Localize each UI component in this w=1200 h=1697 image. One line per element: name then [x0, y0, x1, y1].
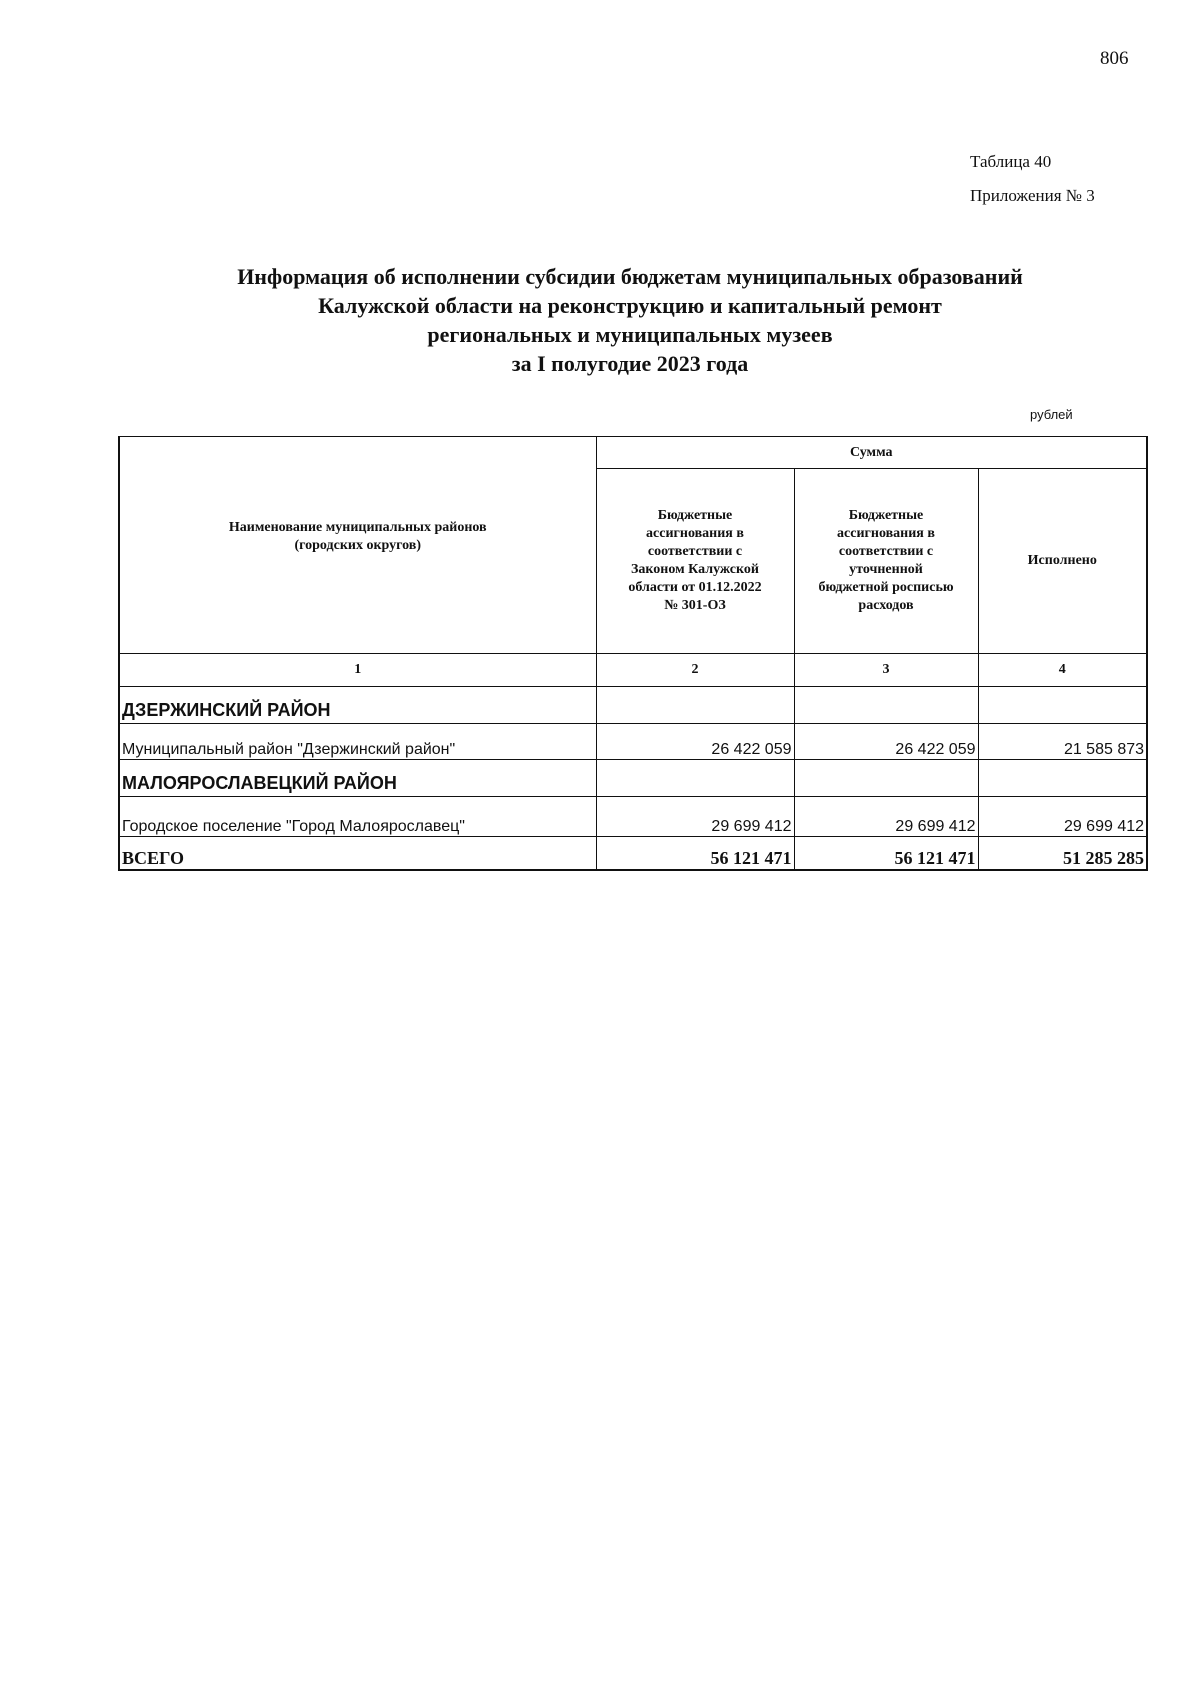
- empty-cell: [596, 687, 794, 724]
- table-row: [119, 724, 1147, 760]
- empty-cell: [596, 760, 794, 797]
- row-value-executed: 29 699 412: [978, 797, 1147, 837]
- empty-cell: [978, 760, 1147, 797]
- empty-cell: [794, 687, 978, 724]
- row-value-law: 29 699 412: [596, 797, 794, 837]
- title-line-2: Калужской области на реконструкцию и капитальный ремонт: [318, 293, 942, 318]
- row-value-law: 26 422 059: [596, 724, 794, 760]
- header-col-law-allocations: Бюджетные ассигнования в соответствии с Законом Калужской области от 01.12.2022 № 301-ОЗ: [596, 469, 794, 654]
- empty-cell: [794, 760, 978, 797]
- total-value-executed: 51 285 285: [978, 837, 1147, 870]
- column-number-3: 3: [794, 654, 978, 687]
- row-name: Муниципальный район "Дзержинский район": [119, 724, 596, 760]
- total-value-refined: 56 121 471: [794, 837, 978, 870]
- total-label: ВСЕГО: [119, 837, 596, 870]
- column-number-1: 1: [119, 654, 596, 687]
- table-reference: Таблица 40: [970, 152, 1052, 171]
- row-value-refined: 26 422 059: [794, 724, 978, 760]
- column-number-2: 2: [596, 654, 794, 687]
- appendix-reference: Приложения № 3: [970, 186, 1095, 205]
- row-name: Городское поселение "Город Малоярославец": [119, 797, 596, 837]
- header-col-refined-allocations: Бюджетные ассигнования в соответствии с уточненной бюджетной росписью расходов: [794, 469, 978, 654]
- header-name-line-2: (городских округов): [294, 538, 422, 553]
- units-label: рублей: [1030, 407, 1073, 422]
- header-sum: Сумма: [596, 437, 1147, 469]
- page-number: 806: [1100, 48, 1129, 69]
- subsidy-table: [118, 436, 1148, 871]
- column-number-4: 4: [978, 654, 1147, 687]
- total-row: [119, 837, 1147, 870]
- district-heading: ДЗЕРЖИНСКИЙ РАЙОН: [119, 687, 596, 724]
- empty-cell: [978, 687, 1147, 724]
- table-row: [119, 797, 1147, 837]
- row-value-refined: 29 699 412: [794, 797, 978, 837]
- header-col-executed: Исполнено: [978, 469, 1147, 654]
- total-value-law: 56 121 471: [596, 837, 794, 870]
- title-line-1: Информация об исполнении субсидии бюджетам муниципальных образований: [237, 264, 1023, 289]
- header-name-column: [119, 437, 596, 654]
- title-line-3: региональных и муниципальных музеев: [427, 322, 833, 347]
- header-name-line-1: Наименование муниципальных районов: [228, 520, 487, 535]
- title-line-4: за I полугодие 2023 года: [511, 351, 749, 376]
- document-title: [160, 262, 1100, 378]
- district-heading: МАЛОЯРОСЛАВЕЦКИЙ РАЙОН: [119, 760, 596, 797]
- row-value-executed: 21 585 873: [978, 724, 1147, 760]
